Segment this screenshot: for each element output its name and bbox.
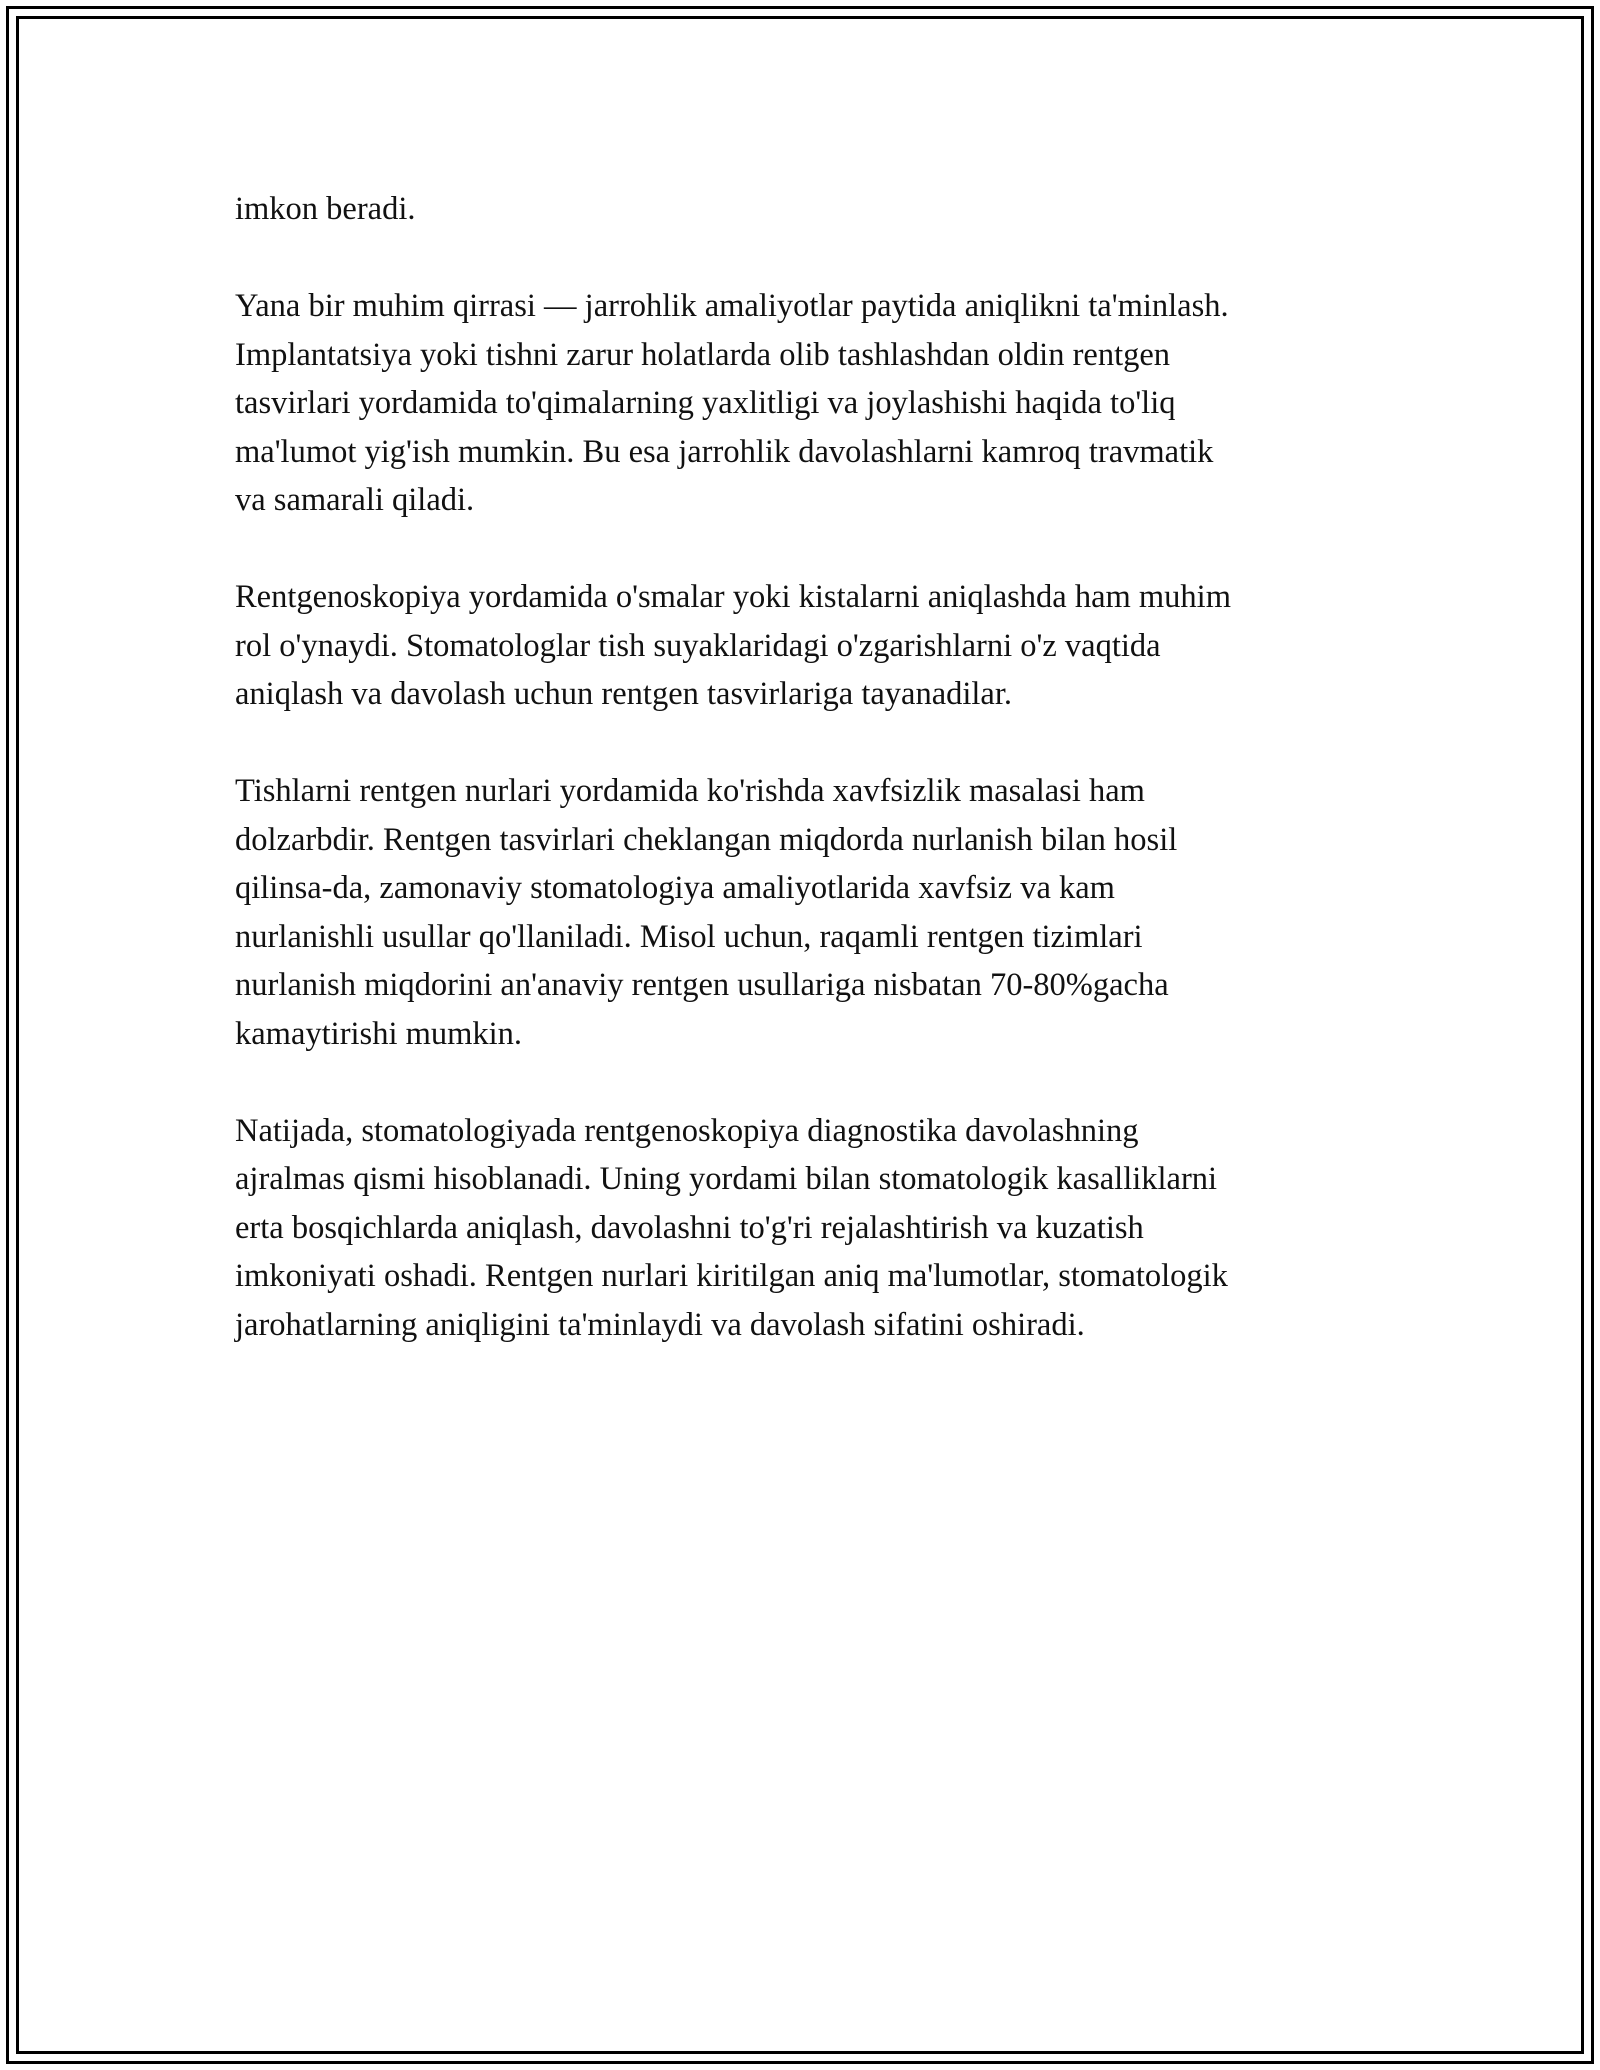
paragraph-1: imkon beradi.	[235, 191, 416, 227]
paragraph-3: Rentgenoskopiya yordamida o'smalar yoki kistalarni aniqlashda ham muhim rol o'ynaydi. Stomatologlar tish suyaklaridagi o'zgarishlarni o'z vaqtida aniqlash va davolash uchun rentgen tasvirlariga tayanadilar.	[235, 579, 1231, 712]
paragraph-4: Tishlarni rentgen nurlari yordamida ko'rishda xavfsizlik masalasi ham dolzarbdir. Rentgen tasvirlari cheklangan miqdorda nurlanish bilan hosil qilinsa-da, zamonaviy stomatologiya amaliyotlarida xavfsiz va kam nurlanishli usullar qo'llaniladi. Misol uchun, raqamli rentgen tizimlari nurlanish miqdorini an'anaviy rentgen usullariga nisbatan 70-80%gacha kamaytirishi mumkin.	[235, 773, 1178, 1052]
paragraph-2: Yana bir muhim qirrasi — jarrohlik amaliyotlar paytida aniqlikni ta'minlash. Implantatsiya yoki tishni zarur holatlarda olib tashlashdan oldin rentgen tasvirlari yordamida to'qimalarning yaxlitligi va joylashishi haqida to'liq ma'lumot yig'ish mumkin. Bu esa jarrohlik davolashlarni kamroq travmatik va samarali qiladi.	[235, 288, 1229, 518]
paragraph-5: Natijada, stomatologiyada rentgenoskopiya diagnostika davolashning ajralmas qismi hisoblanadi. Uning yordami bilan stomatologik kasalliklarni erta bosqichlarda aniqlash, davolashni to'g'ri rejalashtirish va kuzatish imkoniyati oshadi. Rentgen nurlari kiritilgan aniq ma'lumotlar, stomatologik jarohatlarning aniqligini ta'minlaydi va davolash sifatini oshiradi.	[235, 1112, 1228, 1343]
document-body	[235, 185, 1375, 1398]
